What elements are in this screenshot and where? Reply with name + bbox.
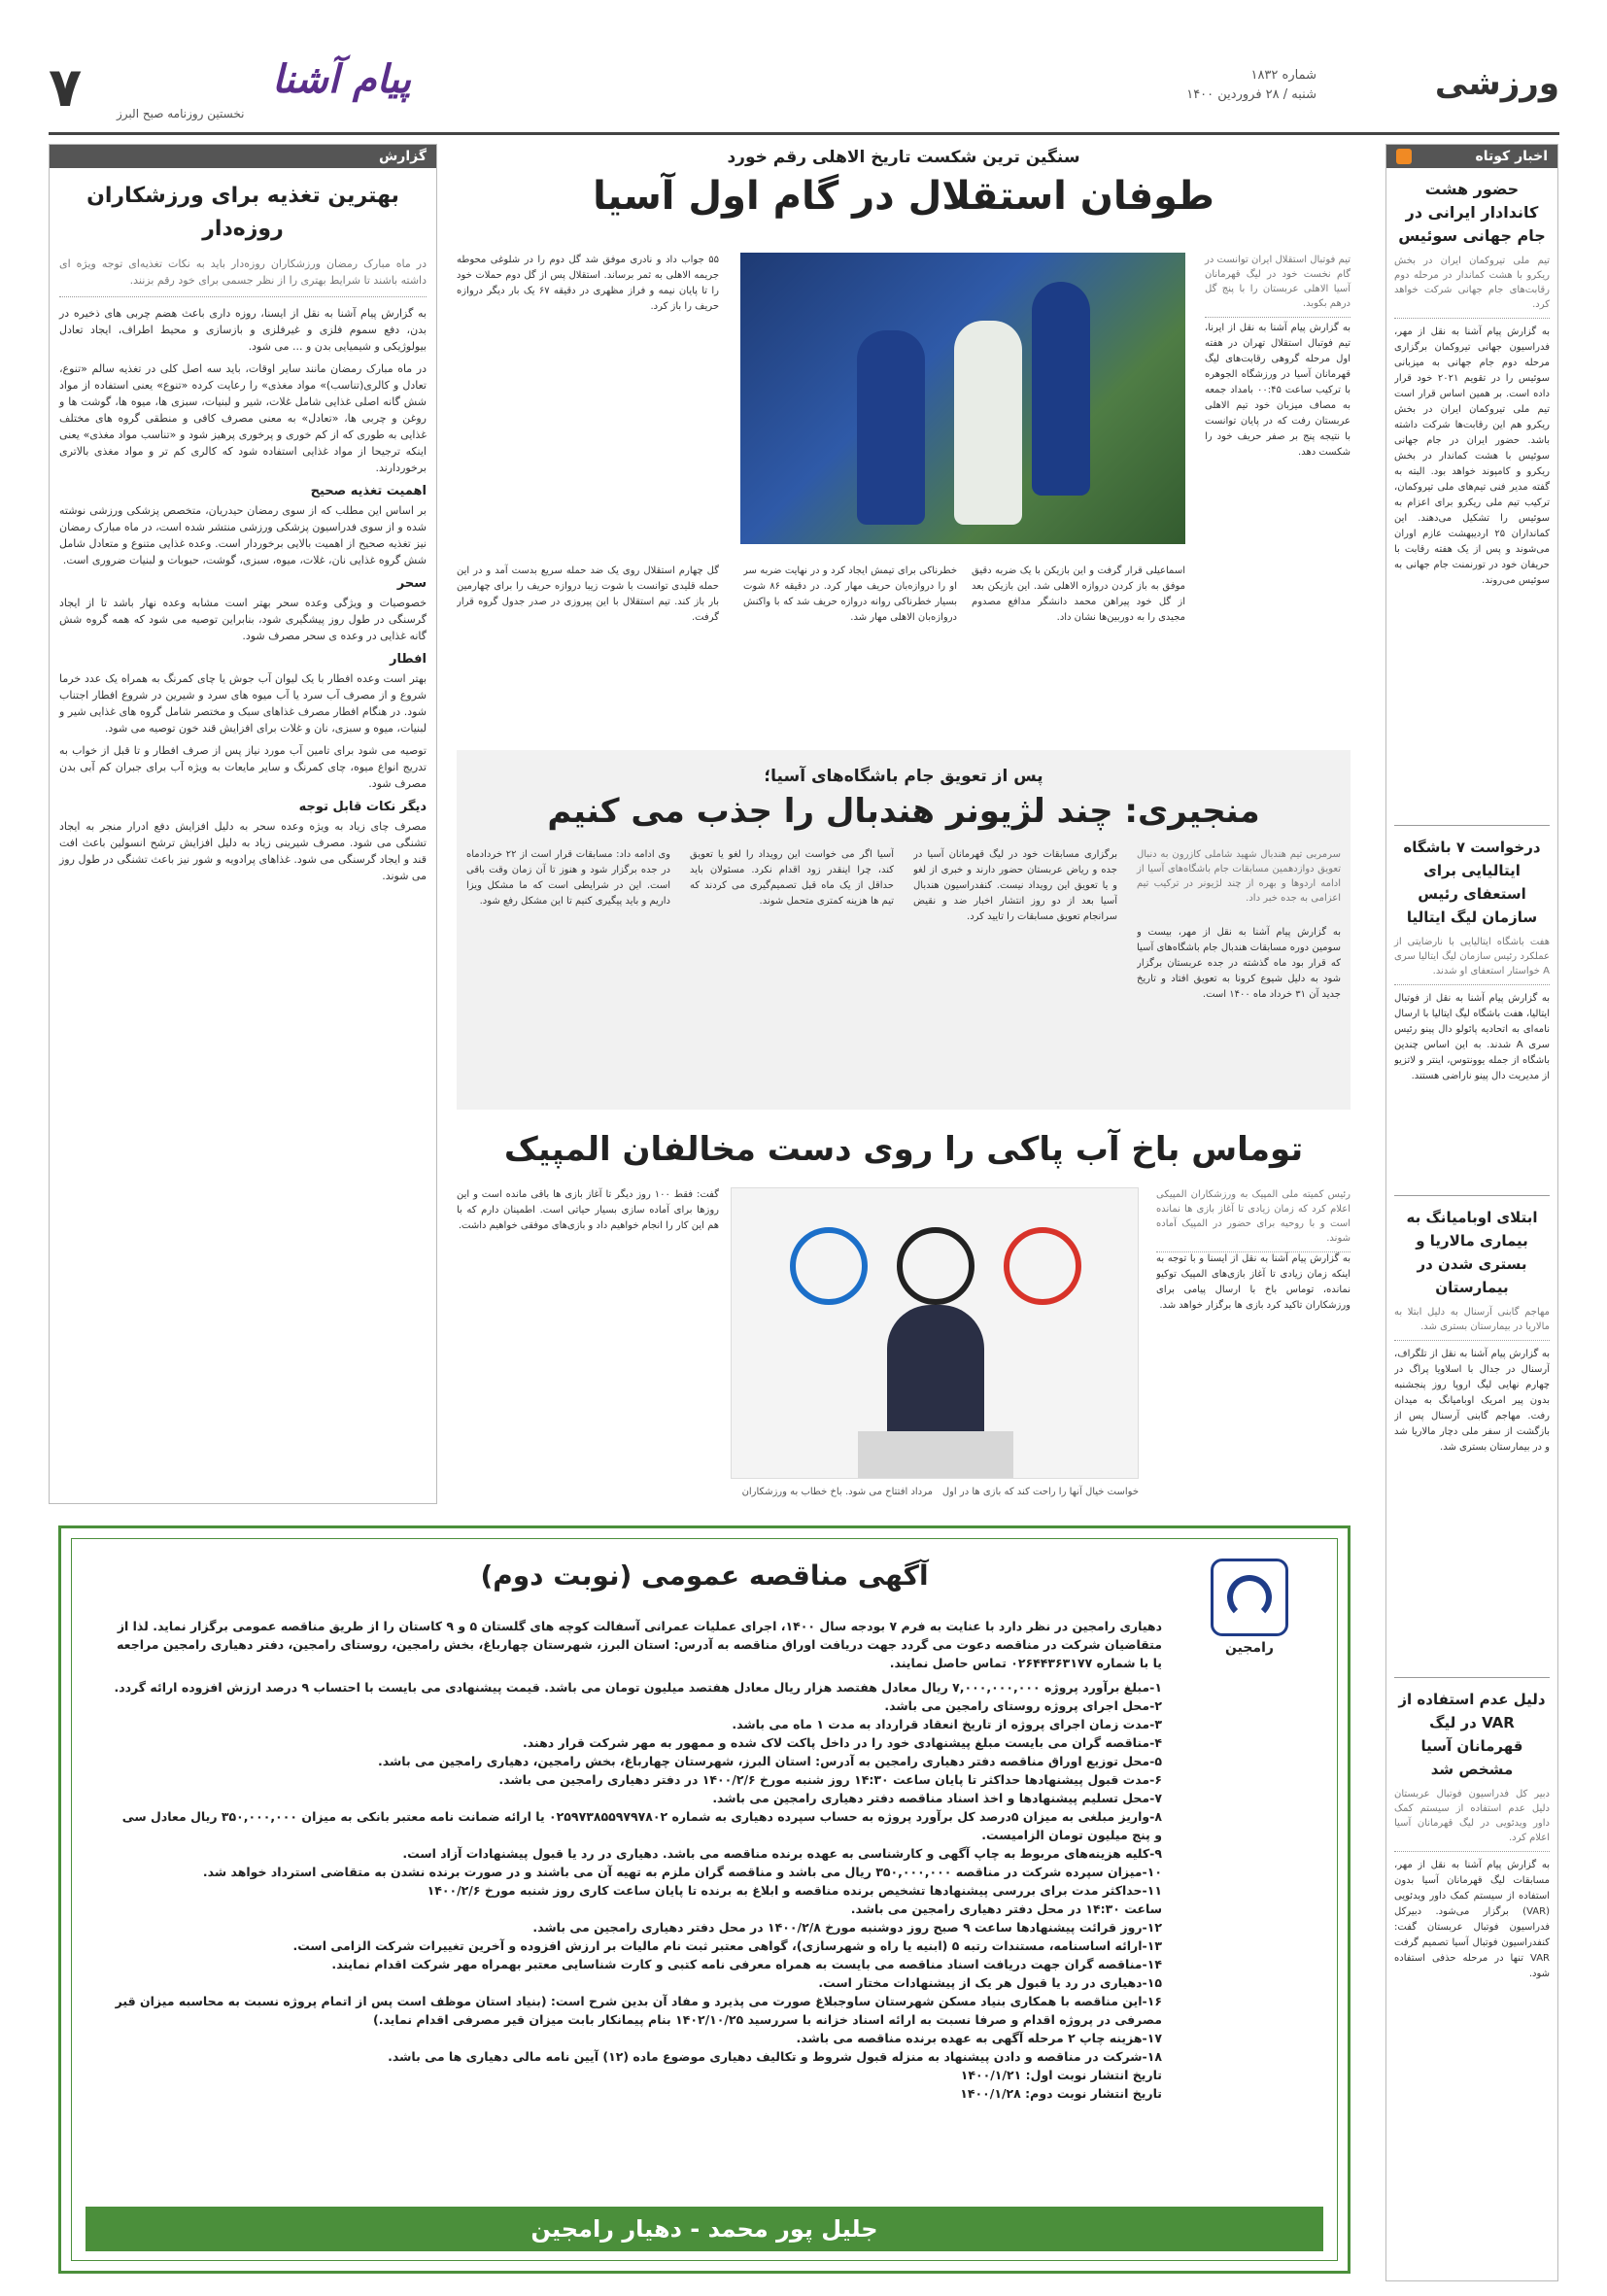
ad-term-line: ۱۶-این مناقصه با همکاری بنیاد مسکن شهرستان ساوجبلاغ صورت می پذیرد و مفاد آن بدین شرح است: (بنیاد استان موظف است پس از اتمام پروژه نسبت به محاسبه میزان قیر مصرفی در پروژه اقدام و صرفا نسبت به ارائه اسناد خزانه با سررسید ۱۴۰۲/۱۰/۲۵ بنام پیمانکار بابت میزان قیر مصرفی اقدام نماید.) [115, 1994, 1162, 2027]
report-header: گزارش [50, 145, 436, 168]
ramjin-logo-text: رامجین [1225, 1640, 1274, 1656]
ad-term-line: ۵-محل توزیع اوراق مناقصه دفتر دهیاری رامجین به آدرس: استان البرز، شهرستان چهارباغ، بخش رامجین، دهیاری رامجین می باشد. [378, 1754, 1162, 1768]
bach-story [457, 1125, 1351, 1504]
handball-story [457, 750, 1351, 1110]
issue-date: شنبه / ۲۸ فروردین ۱۴۰۰ [1186, 87, 1316, 102]
short-news-item [1394, 836, 1550, 1185]
short-news-body: به گزارش پیام آشنا به نقل از تلگراف، آرسنال در جدال با اسلاویا پراگ در چهارم نهایی لیگ اروپا روز پنجشنبه بدون پیر امریک اوبامیانگ به میدان رفت. مهاجم گابنی آرسنال پس از بازگشت از سفر ملی دچار مالاریا شد و در بیمارستان بستری شد. [1394, 1349, 1550, 1453]
ramjin-logo [1191, 1559, 1308, 1656]
report-lead: در ماه مبارک رمضان ورزشکاران روزه‌دار باید به نکات تغذیه‌ای توجه ویژه ای داشته باشند تا شرایط بهتری را از نظر جسمی برای خود رقم بزنند. [59, 256, 427, 297]
bach-title: توماس باخ آب پاکی را روی دست مخالفان المپیک [503, 1130, 1304, 1169]
player-figure [954, 321, 1022, 525]
tender-advertisement [58, 1525, 1351, 2274]
ad-term-line: ۷-محل تسلیم پیشنهادها و اخذ اسناد مناقصه دفتر دهیاری رامجین می باشد. [712, 1791, 1162, 1805]
short-news-body: به گزارش پیام آشنا به نقل از مهر، فدراسیون جهانی تیروکمان برگزاری مرحله دوم جام جهانی به میزبانی سوئیس را در تقویم ۲۰۲۱ خود قرار داده است. بر همین اساس قرار است تیم ملی تیروکمان ایران در بخش ریکرو هم این رقابت‌ها شرکت داشته باشد. حضور ایران در جام جهانی سوئیس با هشت کماندار در بخش ریکرو و کامپوند خواهد بود. البته به گفته مدیر فنی تیم‌های ملی تیروکمان، ترکیب تیم ملی ریکرو برای اعزام به سوئیس را تشکیل می‌دهند. این کمانداران ۲۵ اردیبهشت عازم اوران می‌شوند و پس از یک هفته رقابت با حریفان خود در تورنمنت جام جهانی به سوئیس می‌روند. [1394, 326, 1550, 586]
ad-term-line: ۱۱-حداکثر مدت برای بررسی پیشنهادها تشخیص برنده مناقصه و ابلاغ به برنده تا پایان ساعت کاری روز شنبه مورخ ۱۴۰۰/۲/۶ [427, 1883, 1162, 1898]
main-story-kicker: سنگین ترین شکست تاریخ الاهلی رقم خورد [727, 148, 1080, 167]
short-news-header: اخبار کوتاه [1386, 145, 1557, 168]
handball-col4: وی ادامه داد: مسابقات قرار است از ۲۲ خردادماه در جده برگزار شود و هنوز تا آن زمان وقت باقی است. این در شرایطی است که ما مشکل ویزا داریم و باید پیگیری کنیم تا این مشکل رفع شود. [466, 849, 670, 907]
report-paragraph: بر اساس این مطلب که از سوی رمضان حیدریان، متخصص پزشکی ورزشی نوشته شده و از سوی فدراسیون پزشکی ورزشی منتشر شده است، در ماه مبارک رمضان نیز تغذیه صحیح از اهمیت بالایی برخوردار است. وعده غذایی متنوع و متعادل شامل شش گروه غذایی نان، غلات، میوه، سبزی، گوشت، حبوبات و لبنیات ضروری است. [59, 504, 427, 566]
bach-lead: رئیس کمیته ملی المپیک به ورزشکاران المپیکی اعلام کرد که زمان زیادی تا آغاز بازی ها نمانده است و با روحیه برای حضور در المپیک آماده شوند. [1156, 1187, 1351, 1252]
ad-term-line: ۲-محل اجرای پروژه روستای رامجین می باشد. [884, 1698, 1162, 1713]
main-story-col2: ۵۵ جواب داد و نادری موفق شد گل دوم را در شلوغی محوطه جریمه الاهلی به ثمر برساند. استقلال پس از گل دوم حملات خود را تا پایان نیمه و فراز مظهری در دقیقه ۶۷ یک بار دیگر دروازه حریف را باز کرد. [457, 255, 719, 312]
main-story-col5: گل چهارم استقلال روی یک ضد حمله سریع بدست آمد و در این حمله قلیدی توانست با شوت زیبا دروازه حریف را برای چهارمین بار باز کند. تیم استقلال با این پیروزی در صدر جدول گروه قرار گرفت. [457, 565, 719, 623]
bach-col2: گفت: فقط ۱۰۰ روز دیگر تا آغاز بازی ها باقی مانده است و این روزها برای آماده سازی بسیار حیاتی است. اطمینان دارم که با هم این کار را انجام خواهیم داد و بازی‌های موفقی خواهیم داشت. [457, 1189, 719, 1231]
issue-number: شماره ۱۸۳۲ [1250, 68, 1316, 83]
handball-col3: آسیا اگر می خواست این رویداد را لغو یا تعویق کند، چرا اینقدر زود اقدام نکرد. مسئولان باید حداقل از یک ماه قبل تصمیم‌گیری می کردند که تیم ها هزینه کمتری متحمل شوند. [690, 849, 894, 907]
ad-term-line: ۱۸-شرکت در مناقصه و دادن پیشنهاد به منزله قبول شروط و تکالیف دهیاری موضوع ماده (۱۲) آیین نامه مالی دهیاری ها می باشد. [388, 2049, 1162, 2064]
report-paragraph: در ماه مبارک رمضان مانند سایر اوقات، باید سه اصل کلی در تغذیه سالم «تنوع، تعادل و کالری(تناسب)» مواد مغذی» را رعایت کرده «تنوع» یعنی استفاده از مواد شش گانه اصلی غذایی شامل غلات، شیر و لبنیات، سبزی ها، میوه ها، گوشت ها و روغن و چربی ها، «تعادل» به معنی مصرف کافی و منطقی گروه های مختلف غذایی به طوری که از کم خوری و پرخوری پرهیز شود و «تناسب مواد مغذی» یعنی اینکه ترجیحا از مواد غذایی استفاده شود که کالری کم تر و مواد مغذی بالاتری برخوردارند. [59, 362, 427, 474]
main-story-col1: به گزارش پیام آشنا به نقل از ایرنا، تیم فوتبال استقلال تهران در هفته اول مرحله گروهی رقابت‌های لیگ قهرمانان آسیا در ورزشگاه الجوهره با ترکیب ساعت ۰۰:۴۵ بامداد جمعه به مصاف میزبان خود تیم الاهلی عربستان رفت که در پایان توانست با نتیجه پنج بر صفر حریف خود را شکست دهد. [1205, 323, 1351, 458]
ad-term-line: تاریخ انتشار نوبت اول: ۱۴۰۰/۱/۲۱ [960, 2068, 1162, 2082]
short-news-title: دلیل عدم استفاده از VAR در لیگ قهرمانان آسیا مشخص شد [1398, 1691, 1546, 1778]
report-subhead: اهمیت تغذیه صحیح [310, 484, 427, 498]
report-paragraph: خصوصیات و ویژگی وعده سحر بهتر است مشابه وعده نهار باشد تا از ایجاد گرسنگی در طول روز پیشگیری شود، بنابراین توصیه می شود که همه گروه شش گانه غذایی در وعده ی سحر مصرف شود. [59, 597, 427, 642]
short-news-body: به گزارش پیام آشنا به نقل از فوتبال ایتالیا، هفت باشگاه لیگ ایتالیا با ارسال نامه‌ای به اتحادیه پائولو دال پینو رئیس سری A شدند. به این اساس چندین باشگاه از جمله یوونتوس، اینتر و لاتزیو از مدیریت دال پینو ناراضی هستند. [1394, 993, 1550, 1081]
ad-term-line: ۳-مدت زمان اجرای پروژه از تاریخ انعقاد قرارداد به مدت ۱ ماه می باشد. [732, 1717, 1162, 1731]
main-story-col4: خطرناکی برای تیمش ایجاد کرد و در نهایت ضربه سر او را دروازه‌بان حریف مهار کرد. در دقیقه ۸۶ شوت بسیار خطرناکی روانه دروازه حریف شد که با واکنش دروازه‌بان الاهلی مهار شد. [743, 565, 957, 623]
short-news-item [1394, 178, 1550, 815]
ad-term-line: ۱-مبلغ برآورد پروژه ۷,۰۰۰,۰۰۰,۰۰۰ ریال معادل هفتصد هزار ریال معادل هفتصد میلیون تومان می باشد. قیمت پیشنهادی می بایست با احتساب ۹ درصد ارزش افزوده ارائه گردد. [114, 1680, 1162, 1695]
ad-term-line: ۹-کلیه هزینه‌های مربوط به چاپ آگهی و کارشناسی به عهده برنده مناقصه می باشد. دهیاری در رد یا قبول پیشنهادات آزاد است. [402, 1846, 1162, 1861]
short-news-item [1394, 1206, 1550, 1667]
main-story-lead: تیم فوتبال استقلال ایران توانست در گام نخست خود در لیگ قهرمانان آسیا الاهلی عربستان را با پنج گل درهم بکوبد. [1205, 253, 1351, 318]
brand-tagline: نخستین روزنامه صبح البرز [117, 107, 245, 120]
ad-intro: دهیاری رامجین در نظر دارد با عنایت به فرم ۷ بودجه سال ۱۴۰۰، اجرای عملیات عمرانی آسفالت کوچه های گلستان ۵ و ۹ کاستان را از طریق مناقصه عمومی برگزار نماید. لذا از متقاضیان شرکت در مناقصه دعوت می گردد جهت دریافت اوراق مناقصه به آدرس: استان البرز، شهرستان چهارباغ، بخش رامجین، روستای رامجین، دفتر دهیاری رامجین مراجعه یا با شماره ۰۲۶۴۴۳۶۳۱۷۷ تماس حاصل نمایند. [117, 1619, 1162, 1670]
ad-term-line: تاریخ انتشار نوبت دوم: ۱۴۰۰/۱/۲۸ [960, 2086, 1162, 2101]
speaker-figure [887, 1305, 984, 1451]
report-subhead: افطار [390, 652, 427, 667]
rss-icon [1396, 149, 1412, 164]
short-news-title: ابتلای اوبامیانگ به بیماری مالاریا و بستری شدن در بیمارستان [1406, 1209, 1538, 1296]
report-title: بهترین تغذیه برای ورزشکاران روزه‌دار [86, 184, 399, 241]
handball-kicker: پس از تعویق جام باشگاه‌های آسیا؛ [764, 767, 1043, 786]
report-paragraph: توصیه می شود برای تامین آب مورد نیاز پس از صرف افطار و تا قبل از خواب به تدریج انواع میوه، چای کمرنگ و سایر مایعات به ویژه آب برای جبران کم آبی بدن مصرف شود. [59, 744, 427, 790]
house-icon [1211, 1559, 1288, 1636]
ad-signature: جلیل پور محمد - دهیار رامجین [85, 2207, 1323, 2251]
main-story-col3: اسماعیلی قرار گرفت و این بازیکن با یک ضربه دقیق موفق به باز کردن دروازه الاهلی شد. این بازیکن بعد از گل خود پیراهن محمد دانشگر مدافع مصدوم مجیدی را به دوربین‌ها نشان داد. [972, 565, 1185, 623]
podium [858, 1431, 1013, 1478]
short-news-column [1385, 144, 1558, 2281]
report-subhead: سحر [396, 576, 427, 591]
report-subhead: دیگر نکات قابل توجه [298, 800, 427, 814]
ad-term-line: ۶-مدت قبول پیشنهادها حداکثر تا پایان ساعت ۱۴:۳۰ روز شنبه مورخ ۱۴۰۰/۲/۶ در دفتر دهیاری رامجین می باشد. [498, 1772, 1162, 1787]
masthead [49, 51, 1559, 135]
page-number: ۷ [49, 56, 83, 120]
short-news-item [1394, 1688, 1550, 2149]
report-paragraph: مصرف چای زیاد به ویژه وعده سحر به دلیل افزایش دفع ادرار منجر به ایجاد تشنگی می شود. مصرف شیرینی زیاد به دلیل افزایش ترشح انسولین باعث افت قند و ایجاد گرسنگی می شود. غذاهای پرادویه و شور نیز باعث تشنگی در طول روز می شوند. [59, 820, 427, 882]
short-news-lead: دبیر کل فدراسیون فوتبال عربستان دلیل عدم استفاده از سیستم کمک داور ویدئویی در لیگ قهرمانان آسیا اعلام کرد. [1394, 1787, 1550, 1852]
short-news-lead: تیم ملی تیروکمان ایران در بخش ریکرو با هشت کماندار در مرحله دوم رقابت‌های جام جهانی شرکت خواهد کرد. [1394, 254, 1550, 319]
short-news-body: به گزارش پیام آشنا به نقل از مهر، مسابقات لیگ قهرمانان آسیا بدون استفاده از سیستم کمک داور ویدئویی (VAR) برگزار می‌شود. دبیرکل فدراسیون فوتبال عربستان گفت: کنفدراسیون فوتبال آسیا تصمیم گرفت VAR تنها در مرحله حذفی استفاده شود. [1394, 1860, 1550, 1979]
report-paragraph: به گزارش پیام آشنا به نقل از ایسنا، روزه داری باعث هضم چربی های ذخیره در بدن، دفع سموم فلزی و غیرفلزی و بازسازی و محیط اطراف، ایجاد تعادل بیولوژیکی و شیمیایی بدن و ... می شود. [59, 307, 427, 353]
short-news-title: درخواست ۷ باشگاه ایتالیایی برای استعفای رئیس سازمان لیگ ایتالیا [1403, 839, 1541, 926]
player-figure [857, 330, 925, 525]
ad-term-line: ۱۷-هزینه چاپ ۲ مرحله آگهی به عهده برنده مناقصه می باشد. [796, 2031, 1162, 2045]
handball-col1: به گزارش پیام آشنا به نقل از مهر، بیست و سومین دوره مسابقات هندبال جام باشگاه‌های آسیا که قرار بود ماه گذشته در جده عربستان برگزار شود به دلیل شیوع کرونا به تعویق افتاد و تاریخ جدید آن ۳۱ خرداد ماه ۱۴۰۰ است. [1137, 927, 1341, 1000]
handball-col2: برگزاری مسابقات خود در لیگ قهرمانان آسیا در جده و ریاض عربستان حضور دارند و خبری از لغو و یا تعویق این رویداد نیست. کنفدراسیون هندبال آسیا بعد از دو روز انتشار اخبار ضد و نقیض سرانجام تعویق مسابقات را تایید کرد. [913, 849, 1117, 922]
short-news-lead: هفت باشگاه ایتالیایی با نارضایتی از عملکرد رئیس سازمان لیگ ایتالیا سری A خواستار استعفای او شدند. [1394, 935, 1550, 985]
main-story [457, 146, 1351, 738]
player-figure [1032, 282, 1090, 496]
bach-body: به گزارش پیام آشنا به نقل از ایسنا و با توجه به اینکه زمان زیادی تا آغاز بازی‌های المپیک توکیو نمانده، توماس باخ با ارسال پیامی برای ورزشکاران تاکید کرد بازی ها برگزار خواهد شد. [1156, 1253, 1351, 1311]
ad-term-line: ۱۵-دهیاری در رد یا قبول هر یک از پیشنهادات مختار است. [818, 1975, 1162, 1990]
ad-title: آگهی مناقصه عمومی (نوبت دوم) [480, 1559, 929, 1592]
olympic-rings-icon [790, 1227, 1081, 1315]
handball-title: منجیری: چند لژیونر هندبال را جذب می کنیم [547, 792, 1260, 831]
ad-term-line: ۱۲-روز قرائت پیشنهادها ساعت ۹ صبح روز دوشنبه مورخ ۱۴۰۰/۲/۸ در محل دفتر دهیاری رامجین می باشد. [532, 1920, 1162, 1935]
ad-term-line: ۱۴-مناقصه گران جهت دریافت اسناد مناقصه می بایست به همراه معرفی نامه کتبی و کارت شناسایی معتبر بهمراه مهر شرکت اقدام نمایند. [331, 1957, 1162, 1971]
section-title: ورزشی [1434, 64, 1559, 103]
esteghlal-match-photo [740, 253, 1185, 544]
ad-body [111, 1617, 1162, 2103]
short-news-lead: مهاجم گابنی آرسنال به دلیل ابتلا به مالاریا در بیمارستان بستری شد. [1394, 1305, 1550, 1341]
report-column [49, 144, 437, 1504]
ad-term-line: ساعت ۱۴:۳۰ در محل دفتر دهیاری رامجین می باشد. [850, 1902, 1162, 1916]
ad-term-line: ۴-مناقصه گران می بایست مبلغ پیشنهادی خود را در داخل پاکت لاک شده و ممهور به مهر شرکت قرار دهند. [523, 1735, 1162, 1750]
short-news-title: حضور هشت کاندادار ایرانی در جام جهانی سوئیس [1398, 180, 1546, 245]
ad-term-line: ۱۰-میزان سپرده شرکت در مناقصه ۳۵۰,۰۰۰,۰۰۰ ریال می باشد و مناقصه گران ملزم به تهیه آن می باشند و در صورت برنده نشدن به متقاضی استرداد خواهد شد. [202, 1865, 1162, 1879]
bach-caption-left: خواست خیال آنها را راحت کند که بازی ها در اول [941, 1487, 1139, 1497]
handball-lead: سرمربی تیم هندبال شهید شاملی کازرون به دنبال تعویق دوازدهمین مسابقات جام باشگاه‌های آسیا از ادامه اردوها و بهره از چند لژیونر در ترکیب تیم اعزامی به جده خبر داد. [1137, 849, 1341, 904]
brand-logo: پیام آشنا [272, 56, 411, 102]
ad-term-line: ۱۳-ارائه اساسنامه، مستندات رتبه ۵ (ابنیه یا راه و شهرسازی)، گواهی معتبر ثبت نام مالیات بر ارزش افزوده و آخرین تغییرات شرکت الزامی است. [292, 1938, 1162, 1953]
ad-inner-frame [71, 1538, 1338, 2261]
bach-caption-right: مرداد افتتاح می شود. باخ خطاب به ورزشکاران [741, 1487, 933, 1497]
ad-term-line: ۸-واریز مبلغی به میزان ۵درصد کل برآورد پروژه به حساب سپرده دهیاری به شماره ۰۲۵۹۷۳۸۵۵۹۷۹۷۸۰۲ یا ارائه ضمانت نامه معتبر بانکی به میزان ۳۵۰,۰۰۰,۰۰۰ ریال معادل سی و پنج میلیون تومان الزامیست. [121, 1809, 1162, 1842]
report-paragraph: بهتر است وعده افطار با یک لیوان آب جوش یا چای کمرنگ به همراه یک عدد خرما شروع و از مصرف آب سرد یا آب میوه های سرد و شیرین در شروع افطار اجتناب شود. در هنگام افطار مصرف غذاهای سبک و مختصر شامل گروه های غذایی شیر و لبنیات، میوه و سبزی، نان و غلات برای افزایش قند خون توصیه می شود. [59, 672, 427, 735]
issue-info [1186, 66, 1316, 105]
thomas-bach-photo [731, 1187, 1139, 1479]
main-story-title: طوفان استقلال در گام اول آسیا [593, 174, 1214, 219]
ad-terms-list [111, 1678, 1162, 2103]
